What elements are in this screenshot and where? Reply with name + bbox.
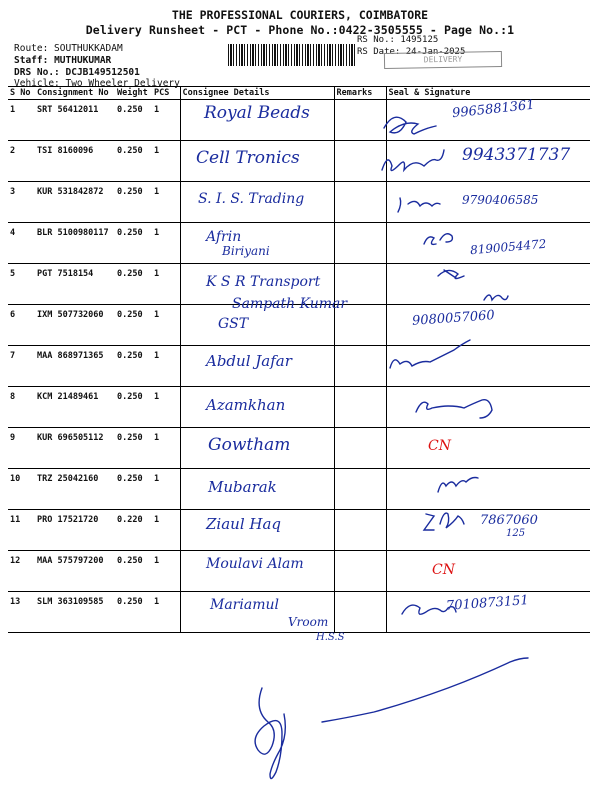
- handwritten-consignee: H.S.S: [316, 632, 345, 643]
- cell-weight: 0.250: [115, 387, 152, 428]
- handwritten-phone: 8190054472: [469, 236, 547, 258]
- handwritten-phone: 7867060: [480, 513, 538, 528]
- staff-line: Staff: MUTHUKUMAR: [14, 55, 112, 66]
- cell-consignment: PGT 7518154: [35, 264, 115, 305]
- cell-pcs: 1: [152, 305, 180, 346]
- signature-row11: [424, 513, 464, 530]
- cell-pcs: 1: [152, 551, 180, 592]
- handwritten-consignee: Sampath Kumar: [232, 296, 348, 312]
- handwritten-phone: 9080057060: [411, 308, 496, 329]
- cell-sno: 7: [8, 346, 35, 387]
- signature-row3: [398, 198, 440, 212]
- handwritten-consignee: Azamkhan: [206, 396, 286, 414]
- cell-weight: 0.250: [115, 100, 152, 141]
- cell-consignment: BLR 5100980117: [35, 223, 115, 264]
- cell-weight: 0.250: [115, 346, 152, 387]
- handwritten-phone: 9790406585: [462, 193, 539, 207]
- signature-row10: [438, 478, 478, 493]
- signature-row4: [424, 234, 452, 245]
- cell-sno: 12: [8, 551, 35, 592]
- cell-consignment: IXM 507732060: [35, 305, 115, 346]
- col-pcs: PCS: [152, 87, 180, 100]
- large-signature-stroke: [322, 658, 528, 722]
- handwritten-consignee: K S R Transport: [206, 274, 321, 290]
- drs-number: DCJB149512501: [65, 67, 140, 78]
- cn-remark: CN: [428, 438, 451, 454]
- cell-pcs: 1: [152, 141, 180, 182]
- cell-sno: 1: [8, 100, 35, 141]
- signature-row1: [384, 117, 436, 134]
- route-line: Route: SOUTHUKKADAM: [14, 43, 123, 54]
- cell-pcs: 1: [152, 100, 180, 141]
- runsheet-title: Delivery Runsheet - PCT - Phone No.:0422-3505555 - Page No.:1: [85, 23, 515, 37]
- cell-consignment: TSI 8160096: [35, 141, 115, 182]
- handwritten-consignee: Abdul Jafar: [206, 352, 292, 370]
- cell-pcs: 1: [152, 182, 180, 223]
- cell-consignment: TRZ 25042160: [35, 469, 115, 510]
- cell-weight: 0.250: [115, 264, 152, 305]
- handwritten-phone: 9943371737: [462, 145, 571, 165]
- cell-consignment: SRT 56412011: [35, 100, 115, 141]
- cell-consignment: KUR 696505112: [35, 428, 115, 469]
- delivery-stamp: DELIVERY: [384, 51, 502, 69]
- cell-weight: 0.250: [115, 592, 152, 633]
- col-remarks: Remarks: [334, 87, 386, 100]
- cell-pcs: 1: [152, 428, 180, 469]
- handwritten-note: 125: [506, 528, 526, 539]
- cell-pcs: 1: [152, 223, 180, 264]
- handwritten-consignee: Vroom: [288, 615, 329, 629]
- handwritten-phone: 9965881361: [451, 97, 536, 122]
- handwritten-consignee: Ziaul Haq: [206, 515, 282, 533]
- cell-pcs: 1: [152, 387, 180, 428]
- cell-sno: 9: [8, 428, 35, 469]
- cell-sno: 4: [8, 223, 35, 264]
- cell-weight: 0.250: [115, 469, 152, 510]
- cell-consignment: SLM 363109585: [35, 592, 115, 633]
- cell-pcs: 1: [152, 592, 180, 633]
- cell-consignment: MAA 868971365: [35, 346, 115, 387]
- col-sno: S No: [8, 87, 35, 100]
- cell-consignment: PRO 17521720: [35, 510, 115, 551]
- cell-weight: 0.250: [115, 141, 152, 182]
- col-weight: Weight: [115, 87, 152, 100]
- signature-row13: [402, 605, 456, 614]
- cell-sno: 5: [8, 264, 35, 305]
- handwritten-consignee: Gowtham: [208, 435, 291, 455]
- cell-pcs: 1: [152, 510, 180, 551]
- cell-consignment: MAA 575797200: [35, 551, 115, 592]
- handwritten-phone: 7010873151: [445, 593, 530, 614]
- cell-sno: 11: [8, 510, 35, 551]
- cell-pcs: 1: [152, 346, 180, 387]
- cell-weight: 0.250: [115, 223, 152, 264]
- signature-row2: [382, 150, 444, 171]
- signature-row7: [390, 340, 470, 368]
- cell-consignment: KCM 21489461: [35, 387, 115, 428]
- handwritten-consignee: Mubarak: [208, 478, 277, 496]
- staff-name: MUTHUKUMAR: [54, 55, 112, 66]
- drs-line: DRS No.: DCJB149512501: [14, 67, 140, 78]
- cell-weight: 0.250: [115, 182, 152, 223]
- company-name: THE PROFESSIONAL COURIERS, COIMBATORE: [171, 8, 429, 22]
- cell-sno: 2: [8, 141, 35, 182]
- signature-row8: [416, 400, 492, 418]
- col-seal: Seal & Signature: [386, 87, 590, 100]
- cell-consignment: KUR 531842872: [35, 182, 115, 223]
- handwritten-consignee: S. I. S. Trading: [198, 191, 305, 207]
- cell-weight: 0.250: [115, 305, 152, 346]
- handwritten-consignee: Mariamul: [210, 597, 279, 613]
- handwritten-consignee: Biriyani: [222, 244, 270, 258]
- cell-sno: 3: [8, 182, 35, 223]
- cn-remark: CN: [432, 562, 455, 578]
- signature-row5: [438, 270, 464, 279]
- cell-pcs: 1: [152, 264, 180, 305]
- handwritten-consignee: GST: [218, 316, 249, 332]
- cell-sno: 6: [8, 305, 35, 346]
- col-consignment: Consignment No: [35, 87, 115, 100]
- handwritten-consignee: Moulavi Alam: [206, 556, 304, 572]
- cell-weight: 0.220: [115, 510, 152, 551]
- cell-weight: 0.250: [115, 428, 152, 469]
- handwritten-consignee: Cell Tronics: [196, 148, 300, 168]
- cell-pcs: 1: [152, 469, 180, 510]
- cell-sno: 13: [8, 592, 35, 633]
- handwritten-consignee: Afrin: [206, 229, 242, 245]
- vehicle-line: Vehicle: Two Wheeler Delivery: [14, 78, 180, 89]
- cell-sno: 10: [8, 469, 35, 510]
- cell-sno: 8: [8, 387, 35, 428]
- signature-row6: [484, 295, 508, 300]
- handwritten-consignee: Royal Beads: [204, 103, 310, 123]
- rs-number: RS No.: 1495125: [357, 35, 439, 45]
- cell-weight: 0.250: [115, 551, 152, 592]
- col-consignee: Consignee Details: [180, 87, 334, 100]
- large-signature: [255, 688, 285, 779]
- rs-date: RS Date: 24-Jan-2025: [357, 46, 466, 57]
